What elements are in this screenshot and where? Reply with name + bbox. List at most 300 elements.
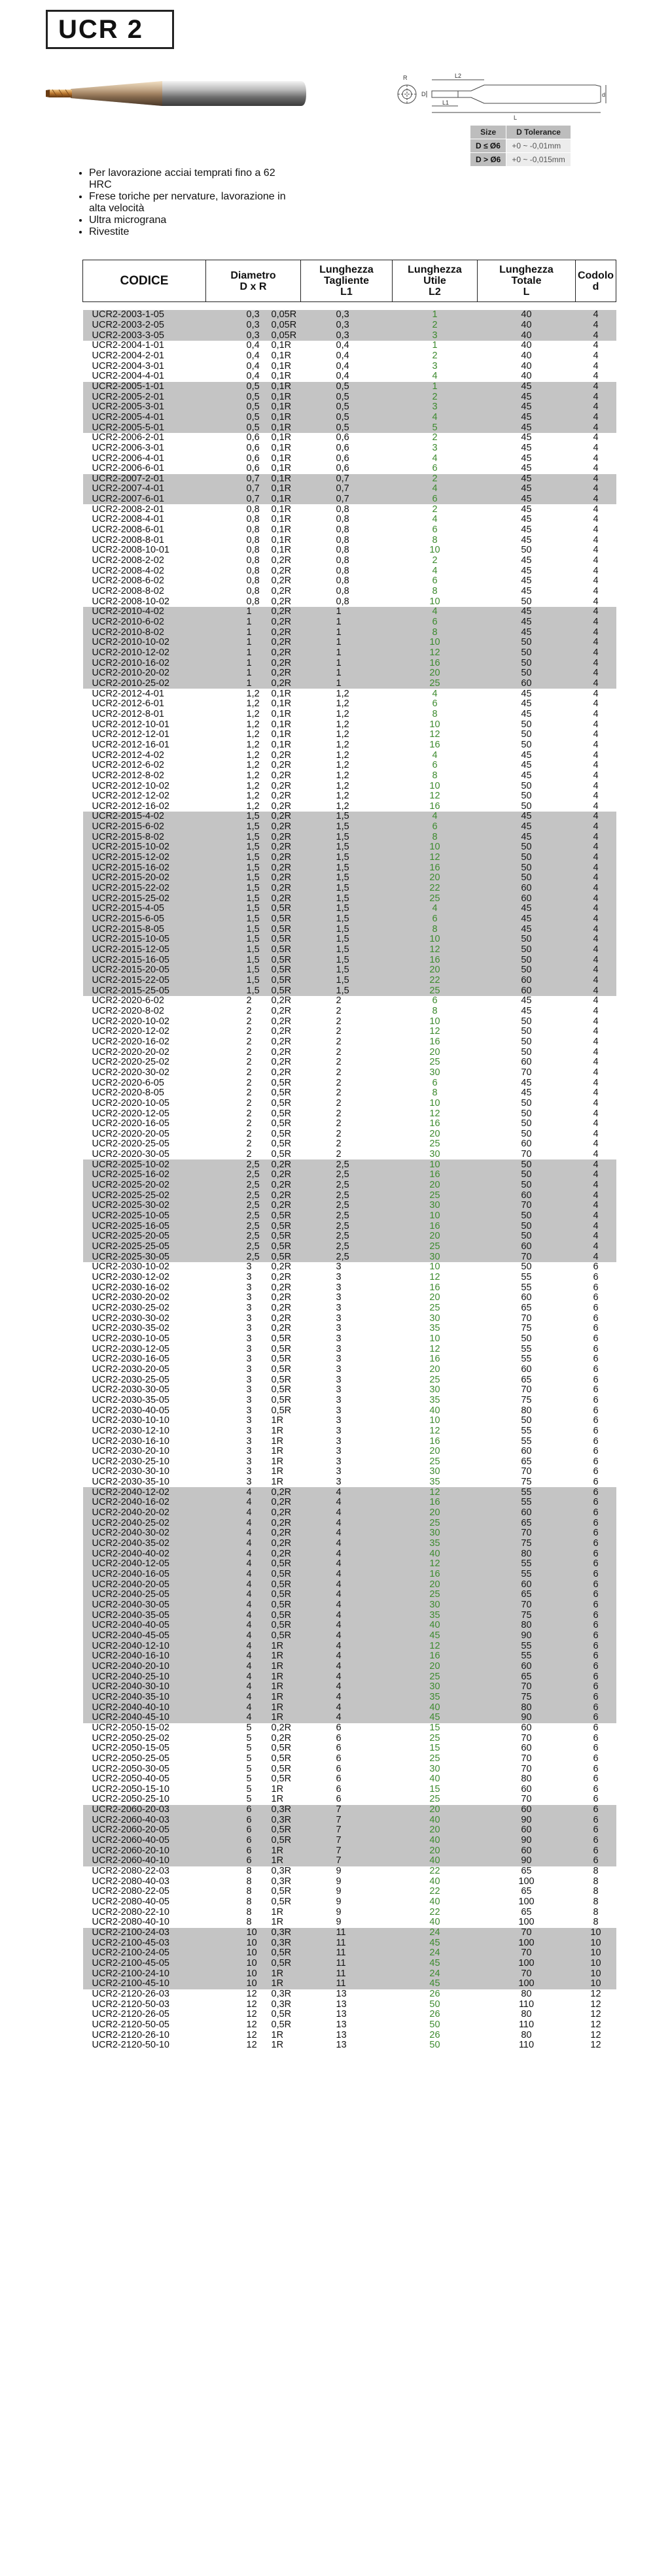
cell-shank: 4 (593, 361, 599, 371)
cell-total-length: 60 (478, 679, 576, 689)
cell-radius: 1R (271, 1446, 284, 1457)
cell-cutting-length: 0,8 (336, 586, 349, 597)
cell-diameter-radius (206, 893, 301, 904)
cell-shank: 6 (576, 1815, 616, 1825)
cell-diameter-radius (206, 433, 301, 443)
cell-useful-length: 12 (429, 729, 440, 740)
cell-code: UCR2-2100-45-03 (83, 1938, 206, 1948)
cell-shank: 6 (593, 1753, 599, 1764)
cell-diameter-radius (206, 1016, 301, 1027)
cell-code: UCR2-2012-4-01 (92, 689, 164, 699)
cell-cutting-length: 2 (336, 1088, 342, 1099)
table-row (83, 525, 616, 536)
cell-total-length: 80 (478, 1549, 576, 1559)
cell-radius: 0,1R (271, 361, 292, 371)
cell-cutting-length: 1,2 (336, 781, 349, 791)
cell-cutting-length: 4 (301, 1508, 393, 1519)
cell-radius: 0,1R (271, 524, 292, 536)
cell-cutting-length: 3 (336, 1313, 342, 1324)
table-row (83, 1989, 616, 2000)
cell-radius: 0,05R (271, 330, 297, 341)
cell-radius: 0,2R (271, 760, 292, 771)
table-row (83, 1344, 616, 1354)
cell-radius: 0,1R (271, 381, 292, 392)
cell-useful-length: 25 (429, 1456, 440, 1467)
cell-useful-length: 6 (432, 576, 438, 587)
cell-useful-length: 6 (393, 617, 478, 628)
cell-cutting-length: 0,5 (301, 382, 393, 392)
cell-shank: 12 (590, 1999, 601, 2010)
cell-diameter-radius (206, 382, 301, 392)
cell-code: UCR2-2100-24-05 (83, 1948, 206, 1959)
cell-total-length: 55 (521, 1344, 532, 1354)
table-row (83, 996, 616, 1006)
cell-radius: 0,5R (271, 1118, 292, 1129)
cell-useful-length: 25 (429, 1139, 440, 1150)
cell-useful-length: 30 (429, 1764, 440, 1774)
cell-diameter-radius (206, 935, 301, 945)
cell-total-length: 50 (521, 1026, 532, 1037)
table-row (83, 730, 616, 740)
cell-diameter: 1,5 (246, 821, 260, 833)
cell-code: UCR2-2005-3-01 (83, 402, 206, 413)
cell-code: UCR2-2040-35-05 (83, 1610, 206, 1621)
table-row (83, 1713, 616, 1723)
cell-radius: 0,2R (271, 1262, 292, 1273)
feature-item: • Per lavorazione acciai temprati fino a 62 HRC (89, 167, 298, 191)
cell-useful-length: 16 (393, 658, 478, 668)
table-row (83, 679, 616, 689)
cell-total-length: 60 (521, 1139, 532, 1150)
cell-diameter-radius (206, 1487, 301, 1498)
cell-cutting-length: 11 (301, 1959, 393, 1969)
cell-radius: 0,05R (271, 310, 297, 320)
cell-radius: 0,5R (271, 1559, 292, 1570)
cell-useful-length: 20 (393, 873, 478, 884)
cell-cutting-length: 4 (301, 1549, 393, 1559)
cell-shank: 8 (593, 1897, 599, 1908)
cell-diameter: 6 (246, 1846, 252, 1856)
cell-radius: 0,2R (271, 627, 292, 638)
cell-radius: 0,2R (271, 770, 292, 781)
cell-diameter: 2,5 (246, 1221, 260, 1231)
cell-cutting-length: 1,5 (301, 935, 393, 945)
cell-total-length: 90 (478, 1815, 576, 1825)
cell-diameter-radius (206, 1436, 301, 1447)
cell-radius: 1R (271, 1436, 284, 1447)
cell-diameter-radius (206, 1651, 301, 1662)
cell-diameter: 4 (246, 1681, 252, 1692)
cell-diameter: 0,6 (246, 463, 260, 474)
cell-cutting-length: 1,2 (336, 770, 349, 781)
table-row (83, 566, 616, 576)
cell-diameter: 10 (246, 1978, 257, 1989)
cell-cutting-length: 2 (336, 1057, 342, 1068)
cell-code: UCR2-2004-3-01 (92, 361, 164, 371)
cell-radius: 0,2R (271, 842, 292, 853)
cell-radius: 0,2R (271, 596, 292, 607)
cell-total-length: 45 (521, 698, 532, 710)
cell-total-length: 50 (521, 1098, 532, 1108)
cell-cutting-length: 1,5 (301, 955, 393, 965)
cell-diameter-radius (206, 658, 301, 668)
cell-radius: 0,5R (271, 1743, 292, 1754)
table-row (83, 1662, 616, 1672)
cell-code: UCR2-2030-25-05 (92, 1375, 169, 1385)
cell-code: UCR2-2008-2-01 (92, 504, 164, 515)
tolerance-table (470, 125, 571, 167)
cell-cutting-length: 0,8 (336, 504, 349, 515)
table-row (83, 924, 616, 935)
cell-useful-length: 10 (393, 842, 478, 853)
table-row (83, 1600, 616, 1611)
table-row (83, 474, 616, 485)
cell-useful-length: 16 (429, 740, 440, 750)
cell-diameter-radius (206, 1907, 301, 1917)
cell-diameter: 12 (246, 2040, 257, 2051)
cell-code: UCR2-2010-6-02 (83, 617, 206, 628)
cell-diameter-radius (206, 464, 301, 474)
cell-total-length: 55 (478, 1498, 576, 1508)
cell-cutting-length: 3 (336, 1364, 342, 1375)
cell-useful-length: 4 (393, 413, 478, 423)
cell-radius: 0,5R (271, 1825, 292, 1836)
table-row (83, 863, 616, 873)
cell-radius: 0,1R (271, 484, 292, 494)
table-row (83, 1785, 616, 1795)
cell-diameter-radius (206, 1846, 301, 1856)
table-row (83, 1365, 616, 1375)
cell-cutting-length: 0,4 (336, 361, 349, 371)
cell-diameter: 4 (246, 1641, 252, 1651)
cell-cutting-length: 6 (336, 1733, 342, 1743)
cell-cutting-length: 1 (301, 668, 393, 679)
cell-code: UCR2-2005-2-01 (83, 392, 206, 402)
cell-diameter-radius (206, 2030, 301, 2040)
cell-cutting-length: 1,5 (301, 832, 393, 842)
cell-diameter-radius (206, 1273, 301, 1283)
cell-useful-length: 35 (393, 1610, 478, 1621)
cell-code: UCR2-2012-6-02 (92, 760, 164, 771)
table-row (83, 1498, 616, 1508)
cell-diameter: 3 (246, 1344, 252, 1354)
cell-useful-length: 16 (429, 1436, 440, 1447)
cell-diameter: 1,5 (246, 914, 260, 925)
cell-radius: 0,2R (271, 1006, 292, 1016)
table-row (83, 1396, 616, 1406)
table-row (83, 1282, 616, 1293)
cell-code: UCR2-2120-50-05 (92, 2019, 169, 2030)
cell-diameter-radius (206, 1416, 301, 1426)
cell-code: UCR2-2010-4-02 (83, 607, 206, 617)
cell-cutting-length: 3 (336, 1395, 342, 1405)
cell-cutting-length: 2 (336, 1118, 342, 1129)
cell-shank: 4 (576, 658, 616, 668)
cell-total-length: 45 (478, 382, 576, 392)
cell-diameter: 1,2 (246, 709, 260, 719)
cell-total-length: 70 (521, 1467, 532, 1477)
cell-diameter-radius (206, 1774, 301, 1785)
cell-useful-length: 45 (393, 1631, 478, 1641)
cell-diameter: 6 (246, 1825, 252, 1836)
cell-useful-length: 25 (429, 1753, 440, 1764)
cell-total-length: 60 (478, 1242, 576, 1252)
cell-total-length: 55 (478, 1651, 576, 1662)
cell-shank: 4 (576, 638, 616, 648)
table-row (83, 494, 616, 505)
cell-useful-length: 20 (393, 1662, 478, 1672)
table-row (83, 443, 616, 454)
cell-diameter-radius (206, 1743, 301, 1754)
cell-radius: 1R (271, 1907, 284, 1917)
cell-diameter: 0,6 (246, 443, 260, 453)
table-row (83, 1006, 616, 1017)
table-row (83, 955, 616, 965)
cell-diameter-radius (206, 1262, 301, 1273)
cell-diameter: 4 (246, 1590, 252, 1600)
cell-cutting-length: 0,8 (336, 545, 349, 556)
cell-shank: 4 (593, 1118, 599, 1129)
table-row (83, 1457, 616, 1468)
cell-code: UCR2-2025-25-05 (83, 1242, 206, 1252)
cell-diameter-radius (206, 402, 301, 413)
cell-shank: 6 (576, 1682, 616, 1692)
cell-code: UCR2-2015-4-05 (83, 904, 206, 914)
cell-diameter: 1,5 (246, 812, 260, 822)
cell-shank: 4 (593, 1026, 599, 1037)
cell-radius: 0,2R (271, 1528, 292, 1539)
cell-diameter: 3 (246, 1293, 252, 1303)
cell-shank: 4 (576, 402, 616, 413)
cell-code: UCR2-2030-35-05 (92, 1395, 169, 1405)
cell-radius: 0,5R (271, 1958, 292, 1968)
table-row (83, 1129, 616, 1140)
cell-useful-length: 10 (429, 1262, 440, 1273)
cell-shank: 6 (576, 1641, 616, 1651)
cell-total-length: 60 (521, 1364, 532, 1375)
cell-cutting-length: 2 (336, 1149, 342, 1160)
cell-code: UCR2-2040-40-02 (83, 1549, 206, 1559)
cell-useful-length: 5 (393, 422, 478, 433)
cell-total-length: 65 (521, 1375, 532, 1385)
cell-useful-length: 25 (429, 1795, 440, 1805)
cell-radius: 0,3R (271, 1938, 292, 1948)
cell-code: UCR2-2004-1-01 (92, 340, 164, 351)
cell-shank: 4 (576, 413, 616, 423)
cell-total-length: 100 (518, 1917, 535, 1928)
cell-cutting-length: 4 (301, 1702, 393, 1713)
cell-shank: 4 (593, 596, 599, 607)
cell-shank: 6 (593, 1344, 599, 1354)
cell-diameter-radius (206, 791, 301, 802)
cell-useful-length: 4 (432, 515, 438, 525)
table-row (83, 1938, 616, 1948)
table-row (83, 351, 616, 362)
cell-diameter-radius (206, 1959, 301, 1969)
cell-code: UCR2-2040-12-10 (83, 1641, 206, 1651)
cell-code: UCR2-2040-35-10 (83, 1692, 206, 1703)
cell-diameter: 0,7 (246, 494, 260, 505)
cell-diameter-radius (206, 1549, 301, 1559)
cell-total-length: 45 (521, 760, 532, 771)
cell-code: UCR2-2015-4-02 (83, 812, 206, 822)
cell-shank: 4 (593, 1149, 599, 1160)
drawing-label-l2: L2 (455, 73, 462, 79)
table-row (83, 1836, 616, 1846)
cell-diameter-radius (206, 2010, 301, 2020)
cell-diameter: 1,5 (246, 873, 260, 884)
cell-shank: 12 (590, 2019, 601, 2030)
cell-radius: 0,2R (271, 1293, 292, 1303)
cell-useful-length: 12 (393, 1641, 478, 1651)
cell-total-length: 100 (518, 1897, 535, 1908)
cell-diameter: 6 (246, 1815, 252, 1825)
cell-shank: 6 (593, 1764, 599, 1774)
cell-radius: 0,2R (271, 1159, 292, 1170)
table-row (83, 914, 616, 925)
cell-total-length: 50 (521, 781, 532, 791)
cell-useful-length: 10 (393, 935, 478, 945)
cell-useful-length: 16 (393, 863, 478, 873)
cell-total-length: 50 (478, 842, 576, 853)
cell-shank: 6 (576, 1579, 616, 1590)
cell-shank: 6 (593, 1743, 599, 1754)
cell-radius: 0,2R (271, 873, 292, 884)
cell-cutting-length: 0,4 (336, 351, 349, 361)
cell-code: UCR2-2020-16-05 (92, 1118, 169, 1129)
cell-shank: 12 (590, 2030, 601, 2040)
cell-code: UCR2-2025-10-05 (83, 1211, 206, 1222)
cell-diameter: 3 (246, 1313, 252, 1324)
cell-total-length: 70 (478, 1600, 576, 1611)
cell-diameter: 4 (246, 1630, 252, 1641)
cell-cutting-length: 11 (301, 1928, 393, 1938)
cell-useful-length: 15 (429, 1743, 440, 1754)
cell-code: UCR2-2008-10-01 (92, 545, 169, 556)
cell-diameter-radius (206, 1600, 301, 1611)
cell-shank: 4 (593, 719, 599, 730)
cell-code: UCR2-2012-16-01 (92, 740, 169, 750)
cell-cutting-length: 3 (336, 1384, 342, 1396)
cell-diameter: 0,5 (246, 402, 260, 413)
cell-radius: 0,1R (271, 422, 292, 433)
cell-cutting-length: 1,5 (301, 812, 393, 822)
cell-code: UCR2-2050-30-05 (92, 1764, 169, 1774)
cell-radius: 0,3R (271, 1815, 292, 1825)
cell-radius: 0,5R (271, 1364, 292, 1375)
cell-diameter-radius (206, 1785, 301, 1795)
cell-radius: 0,1R (271, 504, 292, 515)
cell-radius: 0,5R (271, 1405, 292, 1416)
cell-useful-length: 12 (429, 1426, 440, 1436)
cell-diameter-radius (206, 1119, 301, 1129)
cell-diameter: 2 (246, 1047, 252, 1057)
cell-cutting-length: 1,2 (336, 689, 349, 699)
cell-code: UCR2-2015-22-02 (83, 884, 206, 894)
cell-diameter: 10 (246, 1958, 257, 1968)
cell-total-length: 45 (521, 432, 532, 443)
cell-shank: 6 (593, 1456, 599, 1467)
cell-total-length: 45 (521, 576, 532, 587)
cell-total-length: 60 (478, 1662, 576, 1672)
cell-total-length: 65 (521, 1456, 532, 1467)
cell-shank: 4 (593, 1037, 599, 1047)
cell-diameter-radius (206, 566, 301, 576)
cell-cutting-length: 4 (301, 1600, 393, 1611)
cell-diameter-radius (206, 832, 301, 842)
cell-radius: 0,5R (271, 975, 292, 986)
cell-cutting-length: 3 (336, 1323, 342, 1334)
cell-useful-length: 20 (393, 1579, 478, 1590)
cell-total-length: 45 (478, 413, 576, 423)
tolerance-size: D > Ø6 (470, 153, 506, 167)
table-row (83, 1539, 616, 1549)
cell-radius: 0,1R (271, 371, 292, 382)
cell-total-length: 65 (478, 1518, 576, 1528)
cell-code: UCR2-2120-50-10 (92, 2040, 169, 2051)
cell-cutting-length: 0,5 (301, 392, 393, 402)
cell-total-length: 70 (521, 1795, 532, 1805)
table-row (83, 1549, 616, 1559)
cell-shank: 8 (593, 1887, 599, 1897)
cell-shank: 4 (593, 1047, 599, 1057)
cell-useful-length: 2 (432, 351, 438, 361)
cell-radius: 0,5R (271, 1129, 292, 1139)
cell-diameter-radius (206, 648, 301, 659)
cell-code: UCR2-2040-25-05 (83, 1590, 206, 1600)
cell-diameter-radius (206, 1303, 301, 1314)
cell-total-length: 70 (478, 1928, 576, 1938)
cell-useful-length: 16 (393, 1221, 478, 1231)
cell-shank: 4 (576, 904, 616, 914)
table-row (83, 1917, 616, 1928)
cell-diameter-radius (206, 484, 301, 494)
cell-useful-length: 12 (393, 945, 478, 955)
cell-cutting-length: 3 (336, 1415, 342, 1426)
cell-shank: 6 (593, 1395, 599, 1405)
cell-radius: 0,3R (271, 1804, 292, 1815)
cell-radius: 0,2R (271, 821, 292, 833)
cell-cutting-length: 4 (301, 1662, 393, 1672)
cell-total-length: 45 (478, 392, 576, 402)
cell-code: UCR2-2050-15-02 (92, 1723, 169, 1733)
cell-code: UCR2-2040-40-10 (83, 1702, 206, 1713)
cell-cutting-length: 1,2 (336, 750, 349, 761)
cell-useful-length: 10 (429, 781, 440, 791)
cell-code: UCR2-2012-8-02 (92, 770, 164, 781)
cell-shank: 4 (593, 1139, 599, 1150)
cell-useful-length: 45 (393, 1713, 478, 1723)
cell-cutting-length: 6 (336, 1743, 342, 1754)
cell-diameter-radius (206, 1610, 301, 1621)
cell-radius: 0,1R (271, 432, 292, 443)
cell-diameter: 5 (246, 1764, 252, 1774)
cell-useful-length: 35 (393, 1692, 478, 1703)
cell-cutting-length: 2,5 (301, 1221, 393, 1231)
cell-code: UCR2-2030-20-10 (92, 1446, 169, 1457)
cell-cutting-length: 7 (301, 1825, 393, 1836)
cell-cutting-length: 7 (301, 1856, 393, 1866)
cell-total-length: 50 (478, 1159, 576, 1170)
cell-radius: 0,5R (271, 1590, 292, 1600)
cell-cutting-length: 2,5 (301, 1180, 393, 1191)
cell-total-length: 70 (478, 1252, 576, 1262)
cell-radius: 0,5R (271, 1344, 292, 1354)
cell-diameter-radius (206, 596, 301, 607)
cell-useful-length: 45 (393, 1959, 478, 1969)
cell-diameter-radius (206, 699, 301, 710)
cell-cutting-length: 1 (301, 679, 393, 689)
